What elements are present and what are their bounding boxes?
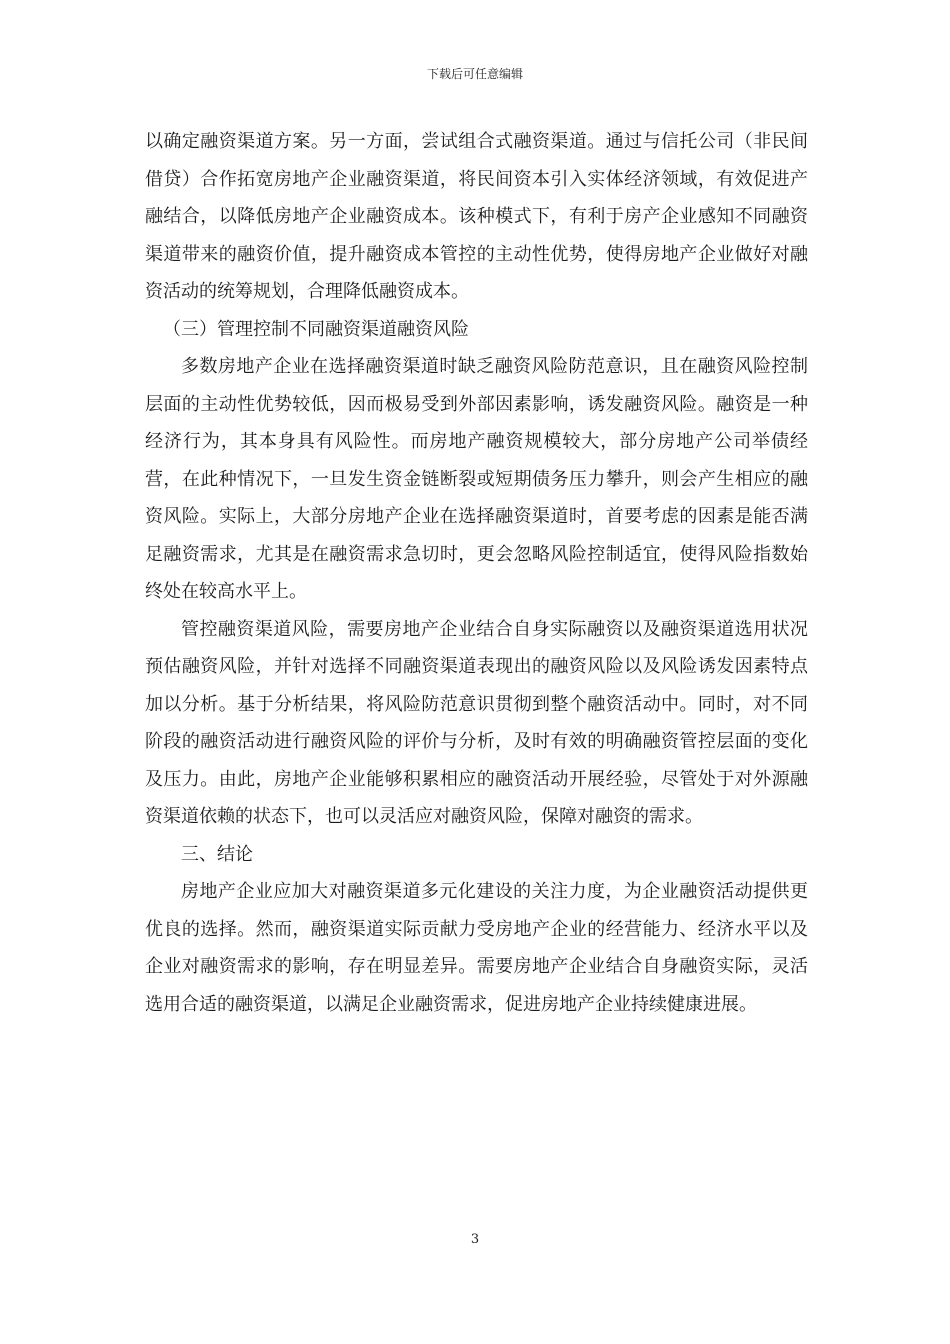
page-number: 3 xyxy=(470,1232,480,1247)
section-heading-risk-control: （三）管理控制不同融资渠道融资风险 xyxy=(163,318,469,340)
page-header: 下载后可任意编辑 xyxy=(426,67,523,81)
paragraph-continued: 以确定融资渠道方案。另一方面，尝试组合式融资渠道。通过与信托公司（非民间借贷）合作拓宽房地产企业融资渠道，将民间资本引入实体经济领域，有效促进产融结合，以降低房地产企业融资成本。该种模式下，有利于房产企业感知不同融资渠道带来的融资价值，提升融资成本管控的主动性优势，使得房地产企业做好对融资活动的统筹规划，合理降低融资成本。 xyxy=(145,131,808,302)
paragraph-conclusion: 房地产企业应加大对融资渠道多元化建设的关注力度，为企业融资活动提供更优良的选择。然而，融资渠道实际贡献力受房地产企业的经营能力、经济水平以及企业对融资需求的影响，存在明显差异。需要房地产企业结合自身融资实际，灵活选用合适的融资渠道，以满足企业融资需求，促进房地产企业持续健康进展。 xyxy=(145,881,808,1015)
section-heading-conclusion: 三、结论 xyxy=(181,843,253,865)
paragraph-risk-2: 管控融资渠道风险，需要房地产企业结合自身实际融资以及融资渠道选用状况预估融资风险，并针对选择不同融资渠道表现出的融资风险以及风险诱发因素特点加以分析。基于分析结果，将风险防范意识贯彻到整个融资活动中。同时，对不同阶段的融资活动进行融资风险的评价与分析，及时有效的明确融资管控层面的变化及压力。由此，房地产企业能够积累相应的融资活动开展经验，尽管处于对外源融资渠道依赖的状态下，也可以灵活应对融资风险，保障对融资的需求。 xyxy=(145,618,808,827)
document-body xyxy=(145,123,808,1023)
paragraph-risk-1: 多数房地产企业在选择融资渠道时缺乏融资风险防范意识，且在融资风险控制层面的主动性优势较低，因而极易受到外部因素影响，诱发融资风险。融资是一种经济行为，其本身具有风险性。而房地产融资规模较大，部分房地产公司举债经营，在此种情况下，一旦发生资金链断裂或短期债务压力攀升，则会产生相应的融资风险。实际上，大部分房地产企业在选择融资渠道时，首要考虑的因素是能否满足融资需求，尤其是在融资需求急切时，更会忽略风险控制适宜，使得风险指数始终处在较高水平上。 xyxy=(145,356,808,602)
